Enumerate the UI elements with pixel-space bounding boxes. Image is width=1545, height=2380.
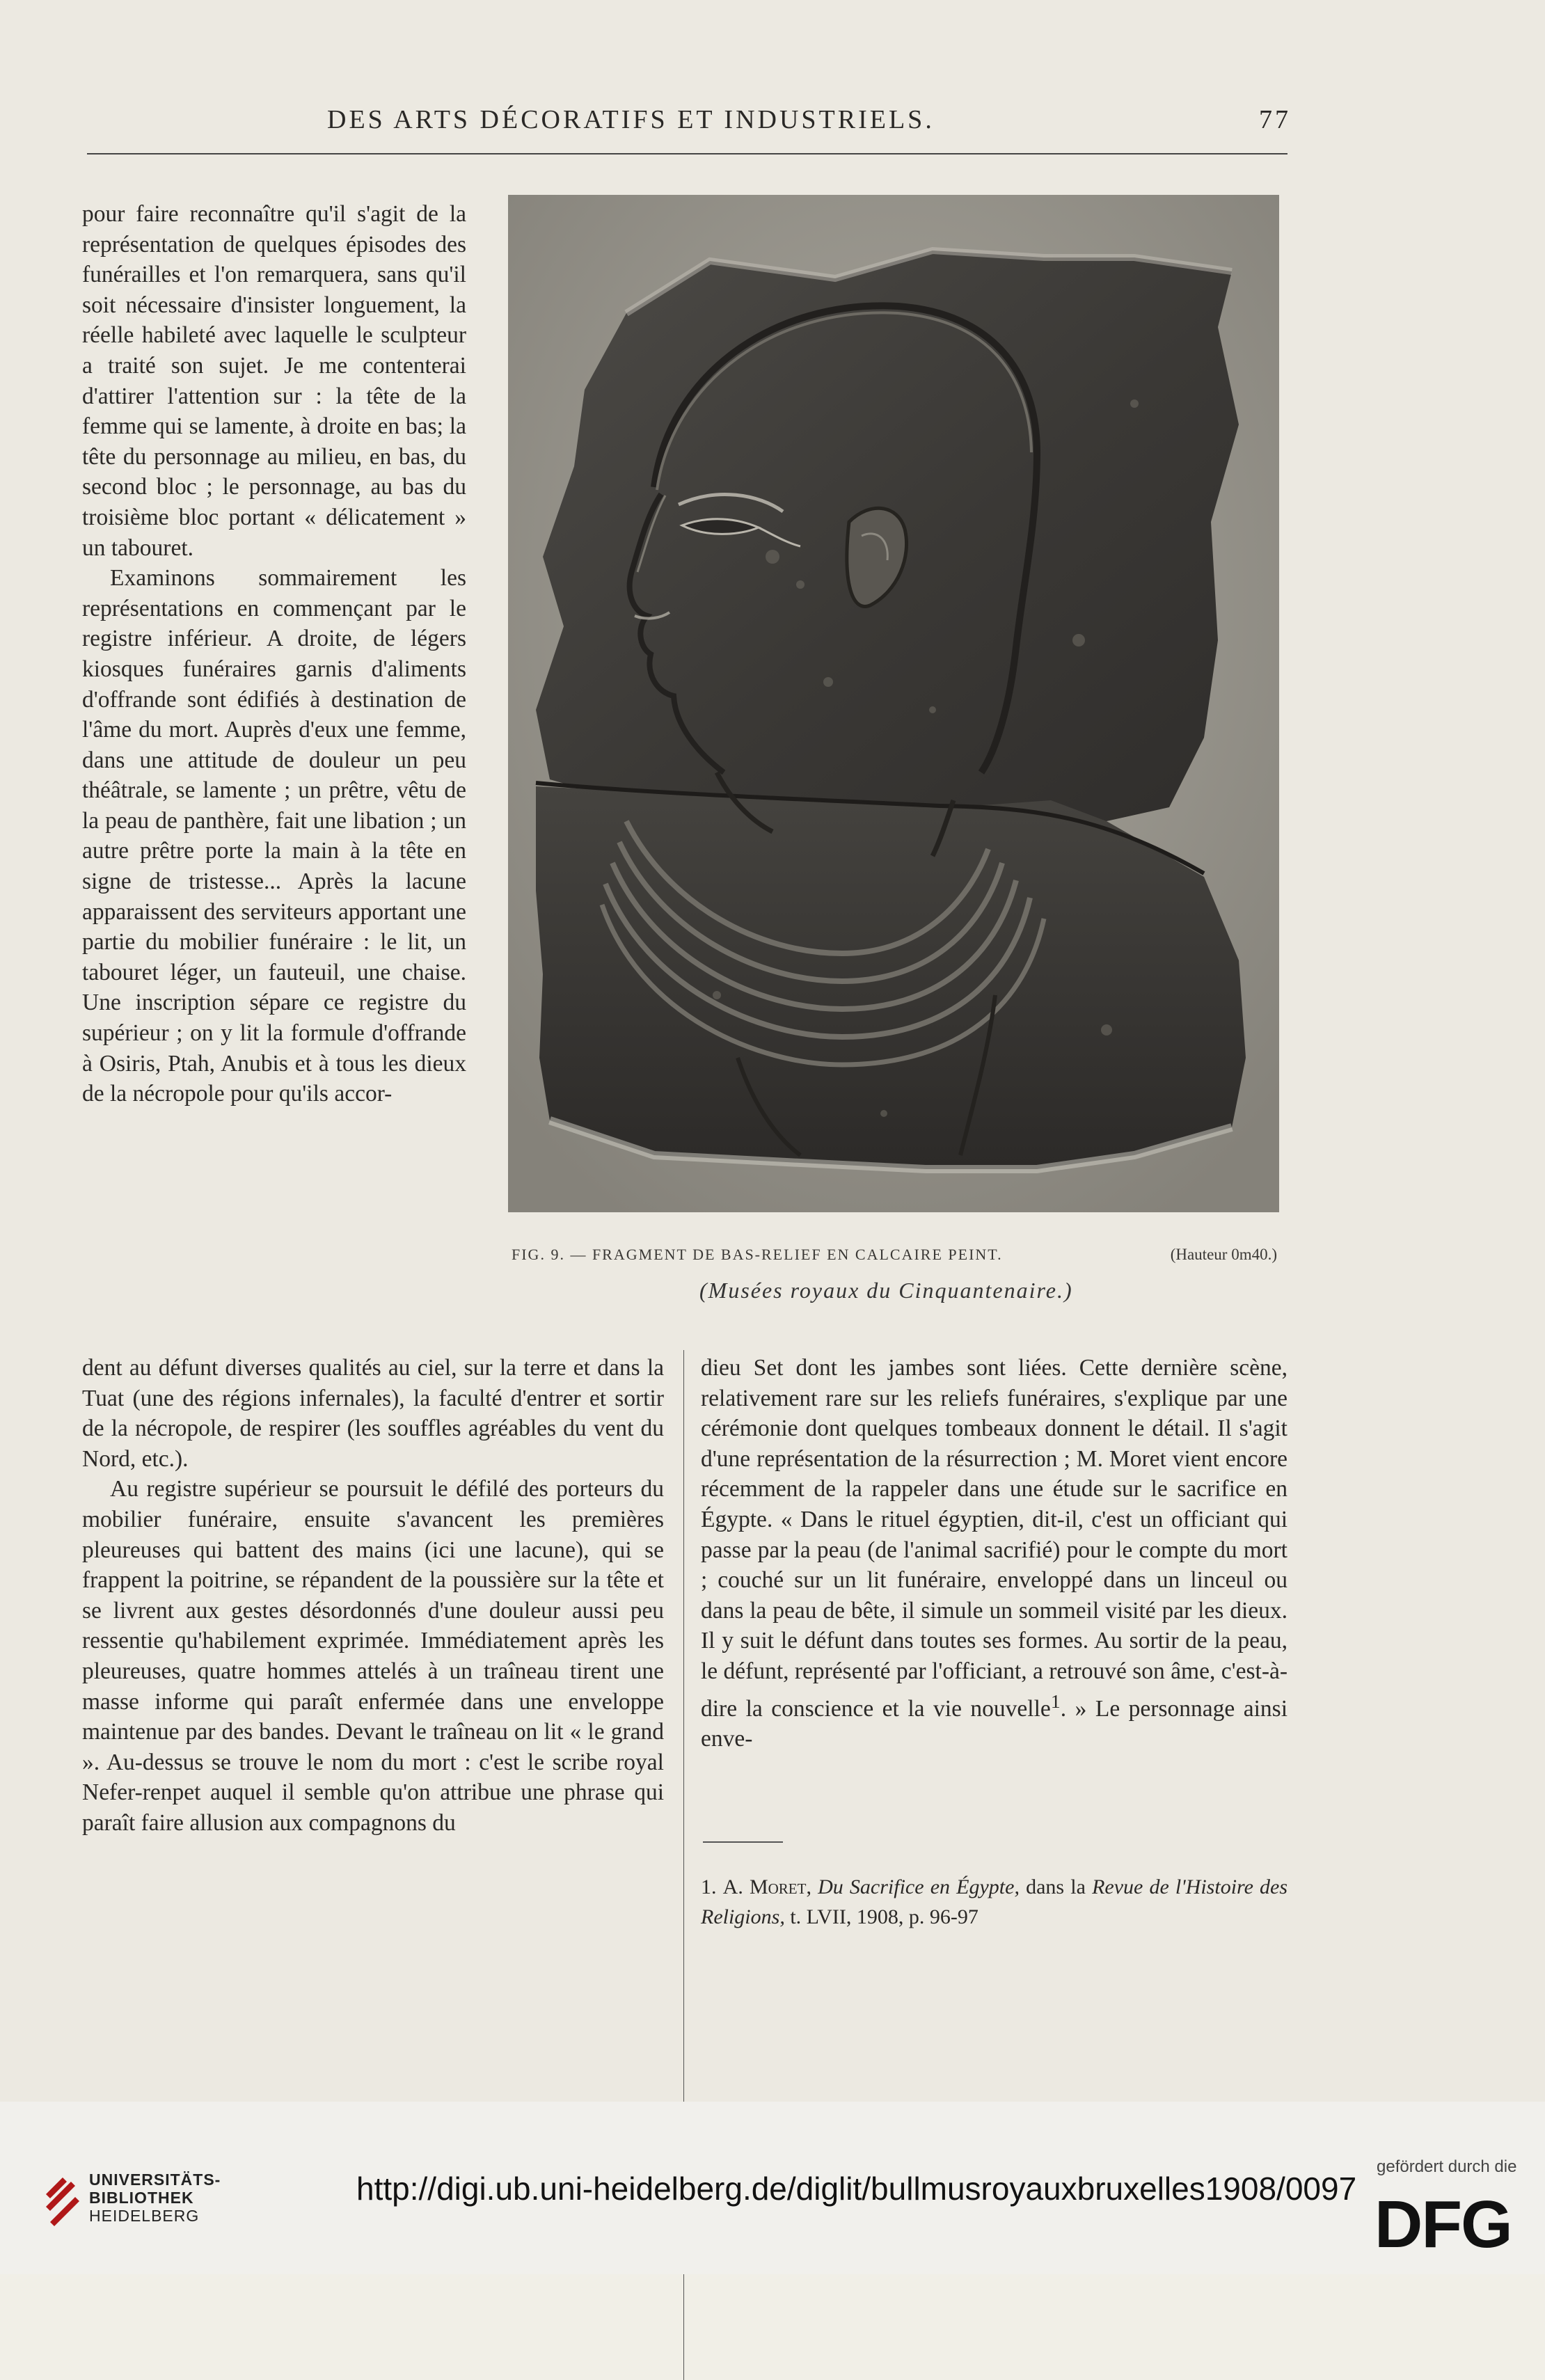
- page-number: 77: [1259, 105, 1291, 134]
- relief-fragment-image: [508, 195, 1279, 1212]
- text-block-beside-figure: [82, 199, 466, 1109]
- footnote-connector: dans la: [1026, 1875, 1086, 1898]
- university-library-logo-icon: [43, 2173, 82, 2226]
- footnote-reference: 1: [1050, 1690, 1061, 1713]
- running-head-title: DES ARTS DÉCORATIFS ET INDUSTRIELS.: [327, 105, 935, 134]
- source-url-link[interactable]: http://digi.ub.uni-heidelberg.de/diglit/bullmusroyauxbruxelles1908/0097: [356, 2171, 1357, 2207]
- paragraph: Examinons sommairement les représentations en commençant par le registre inférieur. A droite, de légers kiosques funéraires garnis d'aliments d'offrande sont édifiés à destination de l'âme du mort. Auprès d'eux une femme, dans une attitude de douleur un peu théâtrale, se lamente ; un prêtre, vêtu de la peau de panthère, fait une libation ; un autre prêtre porte la main à la tête en signe de tristesse... Après la lacune apparaissent des serviteurs apportant une partie du mobilier funéraire : le lit, un tabouret léger, un fauteuil, une chaise. Une inscription sépare ce registre du supérieur ; on y lit la formule d'offrande à Osiris, Ptah, Anubis et à tous les dieux de la nécropole pour qu'ils accor-: [82, 565, 466, 1107]
- figure-label: FIG. 9. — FRAGMENT DE BAS-RELIEF EN CALCAIRE PEINT.: [512, 1246, 1003, 1263]
- paragraph: dent au défunt diverses qualités au ciel, sur la terre et dans la Tuat (une des régions infernales), la faculté d'entrer et sortir de la nécropole, de respirer (les souffles agréables du vent du Nord, etc.).: [82, 1355, 664, 1472]
- dfg-logo: DFG: [1374, 2187, 1512, 2262]
- header-rule: [87, 153, 1288, 154]
- figure-source: (Musées royaux du Cinquantenaire.): [699, 1278, 1073, 1303]
- library-name-line: UNIVERSITÄTS-: [89, 2171, 221, 2189]
- running-head: [84, 104, 1291, 139]
- footnote-work-title: Du Sacrifice en Égypte,: [818, 1875, 1020, 1898]
- footnote-number: 1.: [701, 1875, 717, 1898]
- paragraph: Au registre supérieur se poursuit le défilé des porteurs du mobilier funéraire, ensuite s'avancent les premières pleureuses qui battent des mains (ici une lacune), qui se frappent la poitrine, se répandent de la poussière sur la tête et se livrent aux gestes désordonnés d'une douleur aussi peu ressentie qu'habilement exprimée. Immédiatement après les pleureuses, quatre hommes attelés à un traîneau tirent une masse informe qui paraît enfermée dans une enveloppe maintenue par des bandes. Devant le traîneau on lit « le grand ». Au-dessus se trouve le nom du mort : c'est le scribe royal Nefer-renpet auquel il semble qu'on attribue une phrase qui paraît faire allusion aux compagnons du: [82, 1476, 664, 1836]
- library-name-line: HEIDELBERG: [89, 2207, 200, 2225]
- footnote-details: t. LVII, 1908, p. 96-97: [790, 1905, 978, 1928]
- paragraph: [701, 1353, 1288, 1754]
- right-column: [701, 1353, 1288, 1754]
- footnote-rule: [703, 1841, 783, 1843]
- left-column: [82, 1353, 664, 1839]
- paragraph: pour faire reconnaître qu'il s'agit de la représentation de quelques épisodes des funérailles et l'on remarquera, sans qu'il soit nécessaire d'insister longuement, la réelle habileté avec laquelle le sculpteur a traité son sujet. Je me contenterai d'attirer l'attention sur : la tête de la femme qui se lamente, à droite en bas; la tête du personnage au milieu, en bas, du second bloc ; le personnage, au bas du troisième bloc portant « délicatement » un tabouret.: [82, 201, 466, 561]
- digitization-banner: [0, 2102, 1545, 2274]
- figure-relief-photograph: [508, 195, 1279, 1212]
- paragraph-text: dieu Set dont les jambes sont liées. Cette dernière scène, relativement rare sur les reliefs funéraires, s'explique par une cérémonie dont quelques tombeaux donnent le détail. Il s'agit d'une représentation de la résurrection ; M. Moret vient encore récemment de la rappeler dans une étude sur le sacrifice en Égypte. « Dans le rituel égyptien, dit-il, c'est un officiant qui passe par la peau (de l'animal sacrifié) pour le compte du mort ; couché sur un lit funéraire, enveloppé dans un linceul ou dans la peau de bête, il simule un sommeil visité par les dieux. Il y suit le défunt dans toutes ses formes. Au sortir de la peau, le défunt, représenté par l'officiant, a retrouvé son âme, c'est-à-dire la conscience et la vie nouvelle: [701, 1355, 1288, 1722]
- paragraph-text-end: . » Le personnage ainsi enve-: [701, 1695, 1288, 1752]
- sponsor-note: gefördert durch die: [1377, 2157, 1517, 2176]
- figure-height-note: (Hauteur 0m40.): [1170, 1246, 1277, 1263]
- footnote: [701, 1872, 1288, 1932]
- figure-caption: [512, 1246, 1277, 1274]
- footnote-journal: Revue de l'Histoire des Religions,: [701, 1875, 1288, 1928]
- library-name-line: BIBLIOTHEK: [89, 2189, 194, 2207]
- library-name: [89, 2171, 221, 2225]
- footnote-author: A. Moret,: [722, 1875, 811, 1898]
